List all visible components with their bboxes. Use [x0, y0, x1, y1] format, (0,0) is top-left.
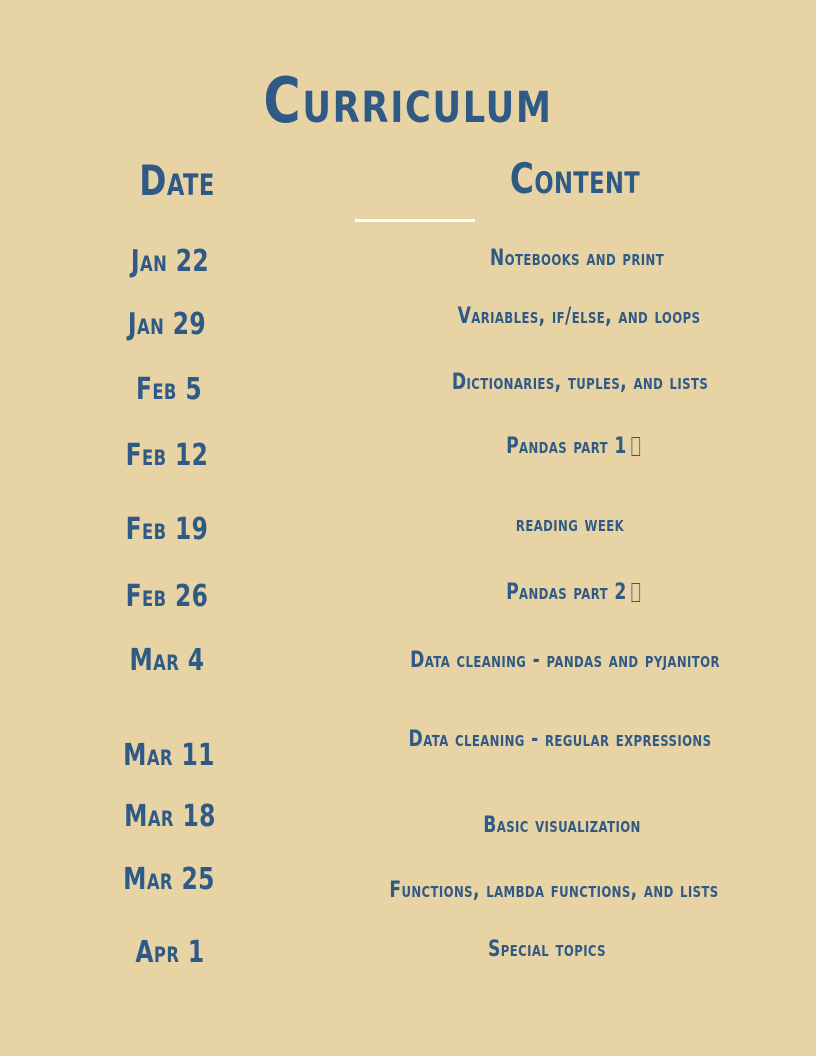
topic-feb-26	[378, 580, 768, 605]
date-feb-5: Feb 5	[135, 372, 203, 407]
page-title: Curriculum	[263, 64, 553, 137]
date-feb-19: Feb 19	[125, 512, 209, 547]
missing-glyph-icon	[631, 437, 640, 456]
date-jan-22: Jan 22	[130, 244, 210, 279]
content-column-header: Content	[509, 154, 641, 203]
header-divider	[355, 219, 475, 222]
topic-mar-18: Basic visualization	[483, 813, 641, 838]
topic-feb-19: reading week	[515, 512, 625, 537]
topic-mar-25: Functions, lambda functions, and lists	[389, 878, 719, 903]
topic-apr-1: Special topics	[488, 937, 606, 962]
topic-jan-29: Variables, if/else, and loops	[457, 304, 701, 329]
topic-feb-5: Dictionaries, tuples, and lists	[451, 370, 709, 395]
topic-mar-11: Data cleaning - regular expressions	[408, 727, 712, 752]
date-mar-25: Mar 25	[123, 862, 215, 897]
topic-feb-26-label: Pandas part 2	[506, 580, 627, 605]
topic-feb-12-label: Pandas part 1	[506, 434, 627, 459]
date-mar-18: Mar 18	[124, 799, 216, 834]
date-feb-12: Feb 12	[125, 438, 209, 473]
date-column-header: Date	[139, 156, 215, 205]
date-mar-4: Mar 4	[129, 643, 205, 678]
date-feb-26: Feb 26	[125, 579, 209, 614]
missing-glyph-icon	[631, 583, 640, 602]
topic-mar-4: Data cleaning - pandas and pyjanitor	[410, 648, 720, 673]
date-mar-11: Mar 11	[123, 738, 215, 773]
topic-jan-22: Notebooks and print	[489, 246, 665, 271]
date-apr-1: Apr 1	[135, 935, 205, 970]
date-jan-29: Jan 29	[127, 307, 207, 342]
topic-feb-12	[378, 434, 768, 459]
